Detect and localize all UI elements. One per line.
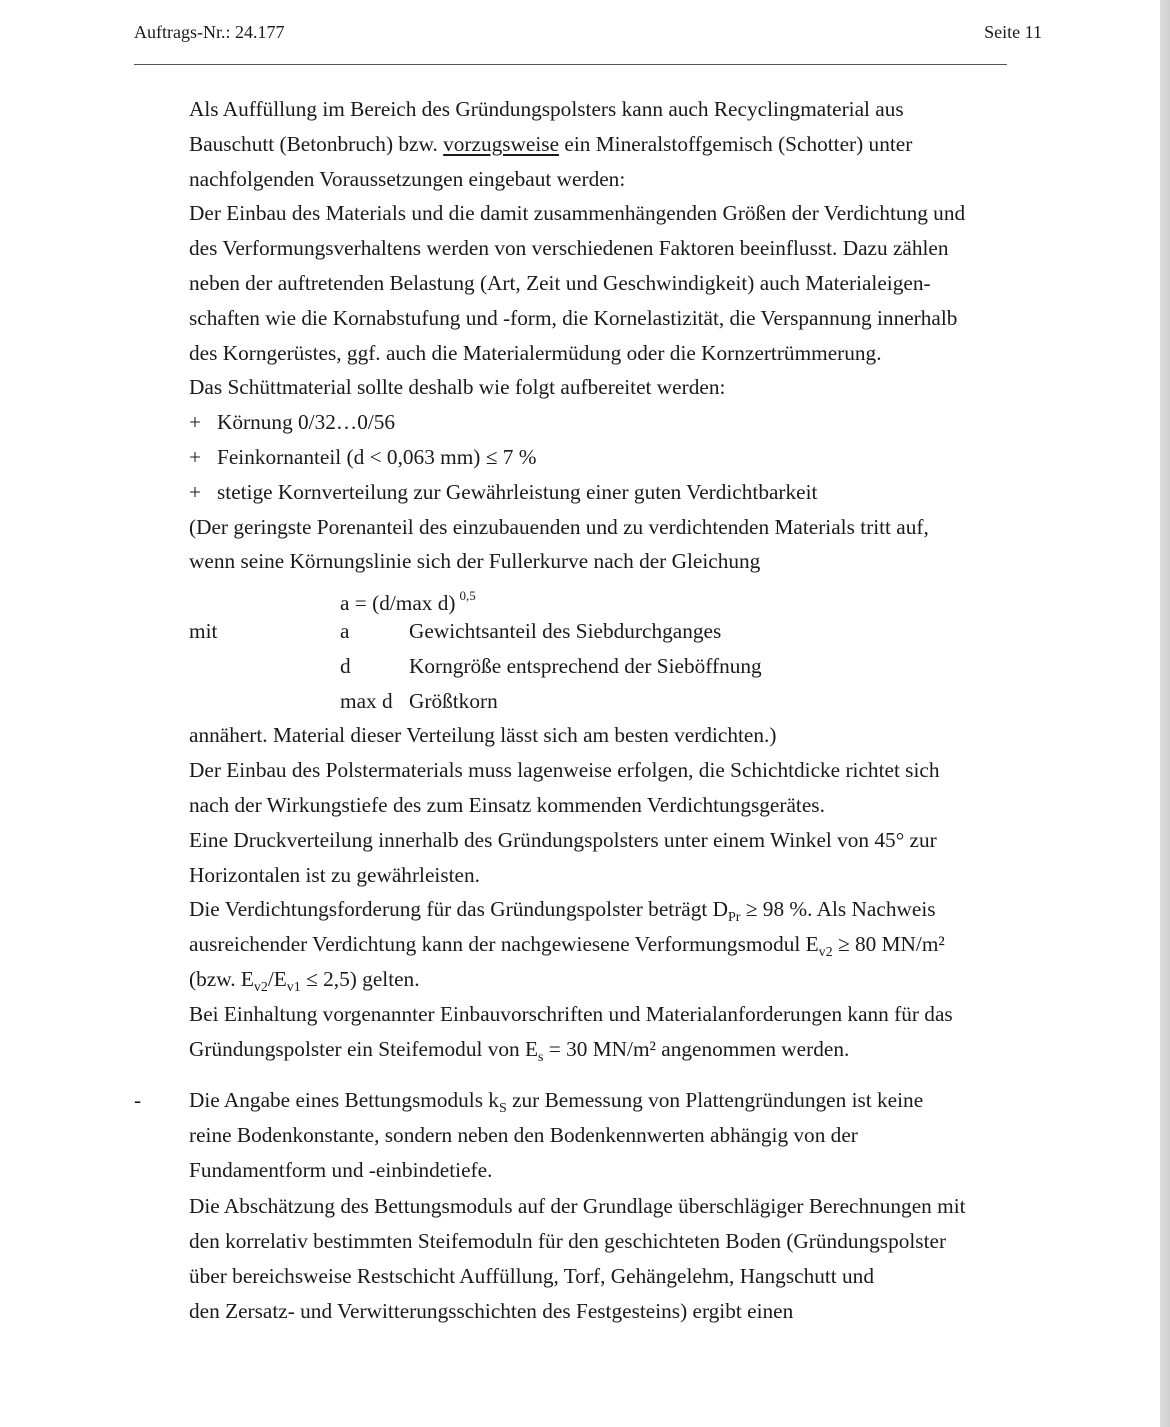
text-line: annähert. Material dieser Verteilung lässt sich am besten verdichten.) <box>189 723 777 748</box>
plus-marker: + <box>189 444 202 469</box>
legend-row <box>189 649 1069 684</box>
text-line: des Verformungsverhaltens werden von verschiedenen Faktoren beeinflusst. Dazu zählen <box>189 236 949 261</box>
order-number: Auftrags-Nr.: 24.177 <box>134 22 285 42</box>
text-line: nachfolgenden Voraussetzungen eingebaut werden: <box>189 166 626 191</box>
text-line: des Korngerüstes, ggf. auch die Materialermüdung oder die Kornzertrümmerung. <box>189 340 882 365</box>
legend-row: mit a Gewichtsanteil des Siebdurchganges <box>189 614 1069 649</box>
text-line: Die Verdichtungsforderung für das Gründungspolster beträgt $D_{Pr} \ge 98$ %. Als Nachweis <box>189 897 936 926</box>
legend-description: Gewichtsanteil des Siebdurchganges <box>409 618 722 643</box>
text-line: Bauschutt (Betonbruch) bzw. vorzugsweise ein Mineralstoffgemisch (Schotter) unter <box>189 131 913 156</box>
text-line: Der Einbau des Polstermaterials muss lagenweise erfolgen, die Schichtdicke richtet sich <box>189 758 940 783</box>
plus-marker: + <box>189 479 202 504</box>
text-line: Eine Druckverteilung innerhalb des Gründungspolsters unter einem Winkel von 45° zur <box>189 827 937 852</box>
text-line: ausreichender Verdichtung kann der nachgewiesene Verformungsmodul $E_{v2} \ge 80$ MN/m² <box>189 932 945 961</box>
bullet-item: + stetige Kornverteilung zur Gewährleistung einer guten Verdichtbarkeit <box>189 475 1069 510</box>
formula-exponent: 0,5 <box>459 588 476 604</box>
text-line: nach der Wirkungstiefe des zum Einsatz kommenden Verdichtungsgerätes. <box>189 792 825 817</box>
bullet-item: + Körnung 0/32…0/56 <box>189 405 1069 440</box>
text-line: Fundamentform und -einbindetiefe. <box>189 1157 493 1182</box>
text-line: Die Abschätzung des Bettungsmoduls auf der Grundlage überschlägiger Berechnungen mit <box>189 1194 966 1219</box>
bullet-item: + Feinkornanteil (d < 0,063 mm) ≤ 7 % <box>189 440 1069 475</box>
text-line: neben der auftretenden Belastung (Art, Zeit und Geschwindigkeit) auch Materialeigen- <box>189 270 931 295</box>
text-line: Als Auffüllung im Bereich des Gründungspolsters kann auch Recyclingmaterial aus <box>189 97 904 121</box>
page-edge-shadow <box>1160 0 1170 1427</box>
text-line: (Der geringste Porenanteil des einzubauenden und zu verdichtenden Materials tritt auf, <box>189 514 929 539</box>
header-rule <box>134 64 1007 65</box>
text-line: reine Bodenkonstante, sondern neben den Bodenkennwerten abhängig von der <box>189 1122 858 1147</box>
text-line: Bei Einhaltung vorgenannter Einbauvorschriften und Materialanforderungen kann für das <box>189 1001 953 1026</box>
main-text <box>189 92 1069 1066</box>
text-line: über bereichsweise Restschicht Auffüllung, Torf, Gehängelehm, Hangschutt und <box>189 1263 874 1288</box>
legend-description: Größtkorn <box>409 688 498 713</box>
legend-symbol: d <box>340 653 351 678</box>
legend-symbol: a <box>340 618 350 643</box>
legend-symbol: max d <box>340 688 393 713</box>
dash-marker: - <box>134 1088 142 1112</box>
text-line: Gründungspolster ein Steifemodul von $E_s = 30$ MN/m² angenommen werden. <box>189 1036 850 1065</box>
text-line: (bzw. $E_{v2}/E_{v1} \le 2,5$) gelten. <box>189 966 420 995</box>
plus-marker: + <box>189 410 202 435</box>
text-line: Horizontalen ist zu gewährleisten. <box>189 862 480 887</box>
text-line: den Zersatz- und Verwitterungsschichten des Festgesteins) ergibt einen <box>189 1298 794 1323</box>
fuller-formula: a = (d/max d) $^{0,5}$ <box>340 588 476 616</box>
text-line: den korrelativ bestimmten Steifemoduln für den geschichteten Boden (Gründungspolster <box>189 1229 947 1254</box>
bettungsmodul-section <box>189 1083 1069 1329</box>
text-line: Das Schüttmaterial sollte deshalb wie folgt aufbereitet werden: <box>189 375 726 400</box>
text-line: schaften wie die Kornabstufung und -form, die Kornelastizität, die Verspannung innerhalb <box>189 305 958 330</box>
page-number: Seite 11 <box>984 22 1042 42</box>
legend-description: Korngröße entsprechend der Sieböffnung <box>409 653 762 678</box>
legend-row <box>189 684 1069 719</box>
text-line: wenn seine Körnungslinie sich der Fullerkurve nach der Gleichung <box>189 549 761 574</box>
text-line: Die Angabe eines Bettungsmoduls $k_S$ zur Bemessung von Plattengründungen ist keine <box>189 1088 924 1116</box>
underlined-word: vorzugsweise <box>443 131 560 156</box>
text-line: Der Einbau des Materials und die damit zusammenhängenden Größen der Verdichtung und <box>189 201 966 226</box>
